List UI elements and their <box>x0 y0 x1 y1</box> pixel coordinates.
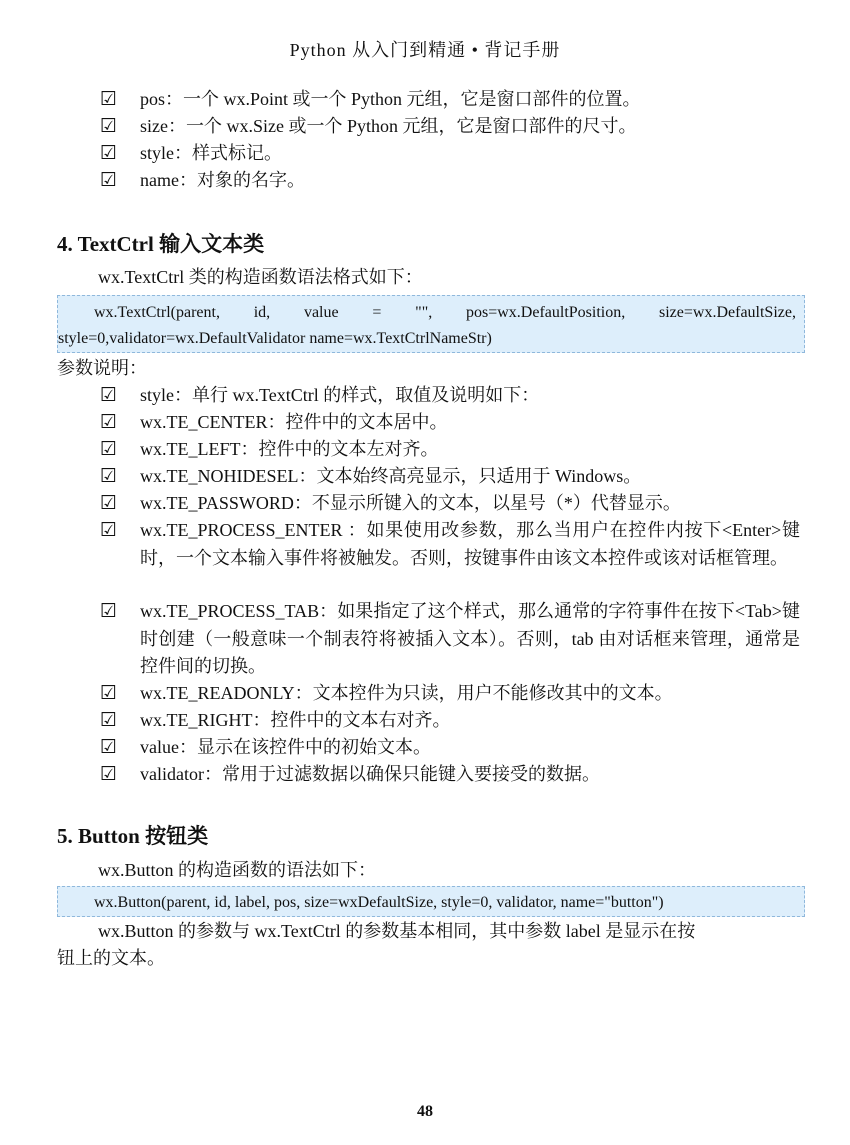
code-token: wx.TextCtrl(parent, <box>94 304 220 321</box>
code-token: = <box>372 304 382 321</box>
code-block: wx.Button(parent, id, label, pos, size=wxDefaultSize, style=0, validator, name="button") <box>57 886 805 917</box>
list-item-text: wx.TE_NOHIDESEL：文本始终高亮显示，只适用于 Windows。 <box>140 466 642 486</box>
list-item <box>100 140 800 168</box>
checkbox-icon: ☑ <box>100 492 118 514</box>
checkbox-icon: ☑ <box>100 709 118 731</box>
list-item-text: size：一个 wx.Size 或一个 Python 元组，它是窗口部件的尺寸。 <box>140 116 637 136</box>
code-token: size=wx.DefaultSize, <box>659 304 796 321</box>
code-token: "", <box>415 304 433 321</box>
list-item <box>100 761 800 789</box>
list-item <box>100 680 800 708</box>
list-item <box>100 598 800 681</box>
list-item <box>100 490 800 518</box>
checkbox-icon: ☑ <box>100 115 118 137</box>
list-item-text: validator：常用于过滤数据以确保只能键入要接受的数据。 <box>140 764 600 784</box>
code-token: value <box>303 304 339 321</box>
section-intro: wx.TextCtrl 类的构造函数语法格式如下： <box>98 267 423 287</box>
checkbox-icon: ☑ <box>100 736 118 758</box>
checkbox-icon: ☑ <box>100 411 118 433</box>
list-item <box>100 113 800 141</box>
section-desc: 钮上的文本。 <box>57 948 165 968</box>
list-item-text: name：对象的名字。 <box>140 170 305 190</box>
list-item-text: style：单行 wx.TextCtrl 的样式，取值及说明如下： <box>140 385 540 405</box>
checkbox-icon: ☑ <box>100 763 118 785</box>
list-item <box>100 517 800 572</box>
code-token: pos=wx.DefaultPosition, <box>465 304 626 321</box>
list-item-text: wx.TE_PROCESS_TAB：如果指定了这个样式，那么通常的字符事件在按下<Tab>键时创建（一般意味一个制表符将被插入文本）。否则，tab 由对话框来管理，通常是控件间的切换。 <box>140 601 800 676</box>
list-item <box>100 86 800 114</box>
checkbox-icon: ☑ <box>100 169 118 191</box>
list-item-text: wx.TE_PROCESS_ENTER ：如果使用改参数，那么当用户在控件内按下<Enter>键时，一个文本输入事件将被触发。否则，按键事件由该文本控件或该对话框管理。 <box>140 520 800 568</box>
checkbox-icon: ☑ <box>100 142 118 164</box>
section-desc: wx.Button 的参数与 wx.TextCtrl 的参数基本相同，其中参数 label 是显示在按 <box>98 921 696 941</box>
checkbox-icon: ☑ <box>100 88 118 110</box>
page-header: Python 从入门到精通 • 背记手册 <box>289 40 561 60</box>
list-item-text: wx.TE_RIGHT：控件中的文本右对齐。 <box>140 710 451 730</box>
checkbox-icon: ☑ <box>100 438 118 460</box>
list-item <box>100 463 800 491</box>
params-label: 参数说明： <box>57 358 147 378</box>
list-item-text: wx.TE_PASSWORD：不显示所键入的文本，以星号（*）代替显示。 <box>140 493 681 513</box>
code-token: id, <box>253 304 271 321</box>
section-heading-button: 5. Button 按钮类 <box>57 824 209 848</box>
checkbox-icon: ☑ <box>100 600 118 622</box>
list-item <box>100 382 800 410</box>
checkbox-icon: ☑ <box>100 682 118 704</box>
list-item-text: wx.TE_READONLY：文本控件为只读，用户不能修改其中的文本。 <box>140 683 673 703</box>
code-block <box>57 295 805 353</box>
list-item <box>100 167 800 195</box>
list-item-text: value：显示在该控件中的初始文本。 <box>140 737 431 757</box>
list-item-text: pos：一个 wx.Point 或一个 Python 元组，它是窗口部件的位置。 <box>140 89 641 109</box>
checkbox-icon: ☑ <box>100 519 118 541</box>
section-heading-textctrl: 4. TextCtrl 输入文本类 <box>57 232 265 256</box>
list-item <box>100 409 800 437</box>
list-item <box>100 436 800 464</box>
list-item <box>100 707 800 735</box>
list-item-text: wx.TE_LEFT：控件中的文本左对齐。 <box>140 439 439 459</box>
list-item-text: wx.TE_CENTER：控件中的文本居中。 <box>140 412 448 432</box>
list-item <box>100 734 800 762</box>
page-number: 48 <box>417 1103 433 1120</box>
code-line <box>94 300 796 326</box>
checkbox-icon: ☑ <box>100 384 118 406</box>
checkbox-icon: ☑ <box>100 465 118 487</box>
list-item-text: style：样式标记。 <box>140 143 282 163</box>
code-line: style=0,validator=wx.DefaultValidator name=wx.TextCtrlNameStr) <box>58 330 492 347</box>
section-intro: wx.Button 的构造函数的语法如下： <box>98 860 377 880</box>
